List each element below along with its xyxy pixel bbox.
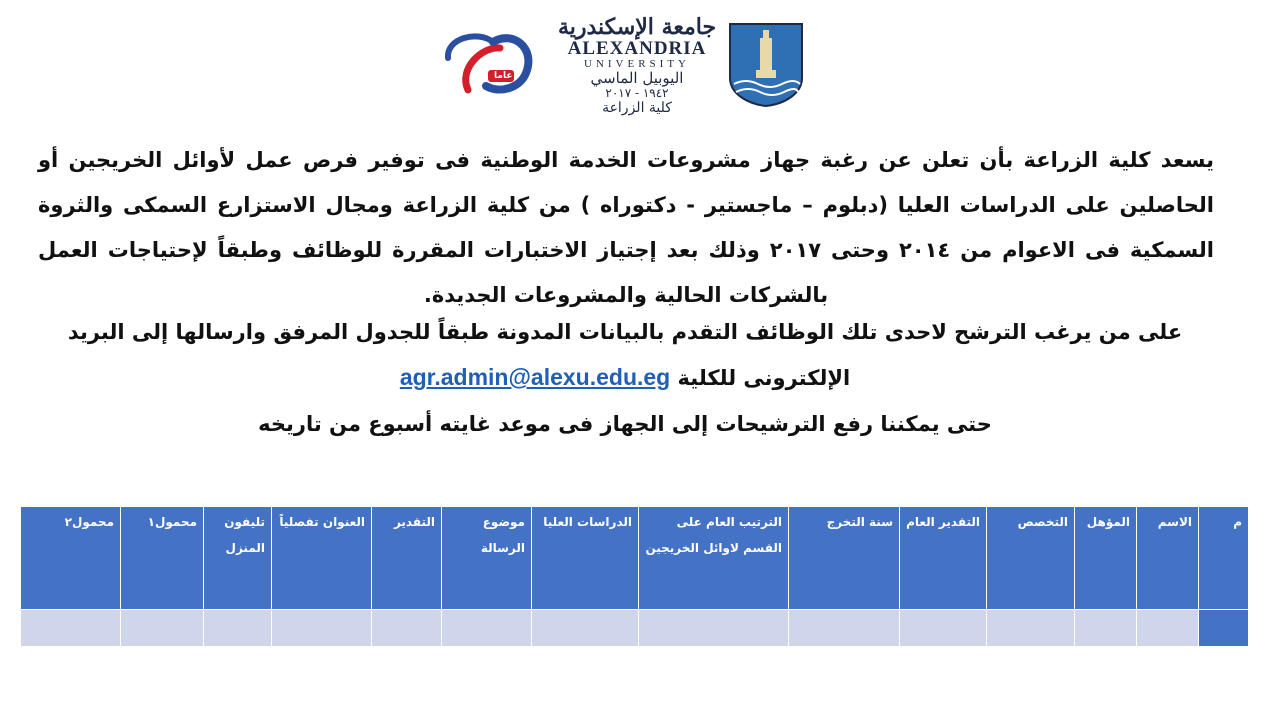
table-cell — [639, 610, 789, 647]
col-header-mobile-2: محمول٢ — [21, 507, 121, 610]
col-header-qualification: المؤهل — [1075, 507, 1137, 610]
col-header-grade: التقدير — [372, 507, 442, 610]
table-cell — [1075, 610, 1137, 647]
jubilee-years: ١٩٤٢ - ٢٠١٧ — [605, 86, 669, 100]
jubilee-logo — [438, 28, 538, 98]
table-cell — [987, 610, 1075, 647]
application-data-table — [20, 506, 1249, 647]
university-crest — [726, 20, 806, 108]
table-cell — [789, 610, 900, 647]
col-header-department-rank: الترتيب العام على القسم لاوائل الخريجين — [639, 507, 789, 610]
table-cell — [21, 610, 121, 647]
col-header-address: العنوان تفصلياً — [272, 507, 372, 610]
col-header-name: الاسم — [1137, 507, 1199, 610]
col-header-overall-grade: التقدير العام — [900, 507, 987, 610]
faculty-email-link[interactable]: agr.admin@alexu.edu.eg — [399, 364, 671, 390]
col-header-mobile-1: محمول١ — [121, 507, 204, 610]
announcement-paragraph-3: حتى يمكننا رفع الترشيحات إلى الجهاز فى موعد غايته أسبوع من تاريخه — [258, 412, 992, 436]
announcement-paragraph-1: يسعد كلية الزراعة بأن تعلن عن رغبة جهاز مشروعات الخدمة الوطنية فى توفير فرص عمل لأوائل الخريجين أو الحاصلين على الدراسات العليا (دبلوم – ماجستير - دكتوراه ) من كلية الزراعة ومجال الاستزارع السمكى والثروة السمكية فى الاعوام من ٢٠١٤ وحتى ٢٠١٧ وذلك بعد إجتياز الاختبارات المقررة للوظائف وطبقاً لإحتياجات العمل بالشركات الحالية والمشروعات الجديدة. — [38, 148, 1214, 307]
col-header-graduation-year: سنة التخرج — [789, 507, 900, 610]
header — [430, 14, 820, 124]
col-header-postgraduate: الدراسات العليا — [532, 507, 639, 610]
university-name-english: ALEXANDRIA — [567, 38, 707, 59]
table-header-row — [21, 507, 1249, 610]
table-cell — [272, 610, 372, 647]
table-cell — [900, 610, 987, 647]
table-cell — [1199, 610, 1249, 647]
table-cell — [372, 610, 442, 647]
table-cell — [532, 610, 639, 647]
col-header-serial: م — [1199, 507, 1249, 610]
table-cell — [1137, 610, 1199, 647]
table-cell — [442, 610, 532, 647]
university-name-block — [552, 14, 722, 124]
jubilee-badge-text: عاما — [494, 71, 513, 81]
col-header-specialization: التخصص — [987, 507, 1075, 610]
application-instructions: على من يرغب الترشح لاحدى تلك الوظائف التقدم بالبيانات المدونة طبقاً للجدول المرفق وارسالها إلى البريد الإلكترونى للكلية — [67, 320, 1183, 390]
diamond-jubilee-label: اليوبيل الماسي — [590, 69, 684, 87]
university-label-english: UNIVERSITY — [584, 58, 690, 70]
faculty-name: كلية الزراعة — [602, 100, 672, 116]
jubilee-logo-icon — [438, 28, 538, 98]
announcement-paragraph-2 — [60, 310, 1190, 401]
table-cell — [121, 610, 204, 647]
table-row — [21, 610, 1249, 647]
lighthouse-crest-icon — [726, 20, 806, 108]
university-name-arabic: جامعة الإسكندرية — [557, 14, 717, 40]
col-header-home-phone: تليفون المنزل — [204, 507, 272, 610]
table-cell — [204, 610, 272, 647]
col-header-thesis-topic: موضوع الرسالة — [442, 507, 532, 610]
